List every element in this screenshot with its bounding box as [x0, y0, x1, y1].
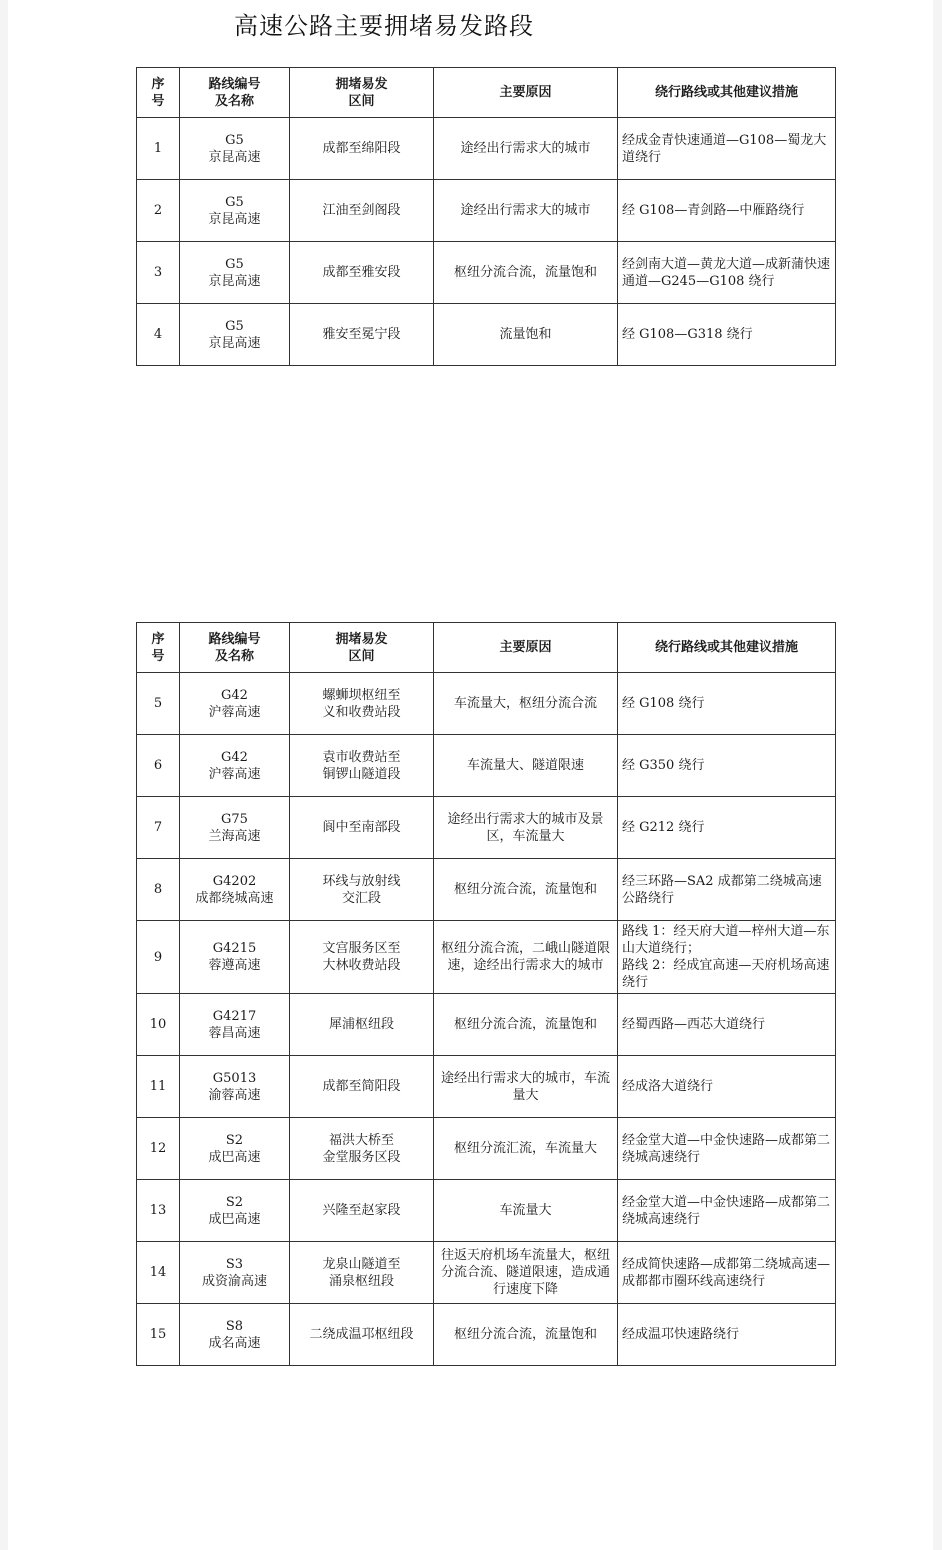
table-row — [137, 1118, 836, 1180]
header-reason: 主要原因 — [434, 623, 618, 673]
header-section: 拥堵易发 区间 — [290, 623, 434, 673]
cell-reason: 途经出行需求大的城市 — [434, 180, 618, 242]
header-section: 拥堵易发 区间 — [290, 68, 434, 118]
cell-section: 犀浦枢纽段 — [290, 994, 434, 1056]
cell-route: G42 沪蓉高速 — [180, 673, 290, 735]
cell-section: 福洪大桥至 金堂服务区段 — [290, 1118, 434, 1180]
cell-route: S3 成资渝高速 — [180, 1242, 290, 1304]
cell-detour: 经金堂大道—中金快速路—成都第二绕城高速绕行 — [618, 1118, 836, 1180]
cell-detour: 经 G108 绕行 — [618, 673, 836, 735]
cell-section: 环线与放射线 交汇段 — [290, 859, 434, 921]
cell-section: 龙泉山隧道至 涌泉枢纽段 — [290, 1242, 434, 1304]
congestion-table-1 — [136, 67, 836, 366]
table-row — [137, 921, 836, 994]
table-row — [137, 1180, 836, 1242]
cell-route: G5 京昆高速 — [180, 304, 290, 366]
cell-reason: 枢纽分流合流，流量饱和 — [434, 994, 618, 1056]
cell-route: G42 沪蓉高速 — [180, 735, 290, 797]
table-row — [137, 242, 836, 304]
cell-no: 15 — [137, 1304, 180, 1366]
header-route: 路线编号 及名称 — [180, 623, 290, 673]
cell-no: 7 — [137, 797, 180, 859]
document-page — [8, 0, 933, 1550]
cell-no: 1 — [137, 118, 180, 180]
cell-detour: 经成简快速路—成都第二绕城高速—成都都市圈环线高速绕行 — [618, 1242, 836, 1304]
cell-route: S2 成巴高速 — [180, 1180, 290, 1242]
cell-reason: 车流量大 — [434, 1180, 618, 1242]
cell-route: G5 京昆高速 — [180, 242, 290, 304]
cell-reason: 枢纽分流合流，流量饱和 — [434, 859, 618, 921]
cell-reason: 枢纽分流合流，流量饱和 — [434, 1304, 618, 1366]
cell-detour: 经 G108—青剑路—中雁路绕行 — [618, 180, 836, 242]
cell-section: 成都至简阳段 — [290, 1056, 434, 1118]
cell-route: G4215 蓉遵高速 — [180, 921, 290, 994]
header-seq: 序 号 — [137, 623, 180, 673]
cell-section: 成都至雅安段 — [290, 242, 434, 304]
cell-route: S2 成巴高速 — [180, 1118, 290, 1180]
cell-detour: 经成温邛快速路绕行 — [618, 1304, 836, 1366]
cell-reason: 枢纽分流汇流，车流量大 — [434, 1118, 618, 1180]
cell-detour: 经 G108—G318 绕行 — [618, 304, 836, 366]
cell-detour: 经剑南大道—黄龙大道—成新蒲快速通道—G245—G108 绕行 — [618, 242, 836, 304]
cell-detour: 经成洛大道绕行 — [618, 1056, 836, 1118]
table-row — [137, 1242, 836, 1304]
table-row — [137, 304, 836, 366]
table-row — [137, 735, 836, 797]
cell-no: 6 — [137, 735, 180, 797]
table-row — [137, 994, 836, 1056]
congestion-table-2 — [136, 622, 836, 1366]
cell-reason: 流量饱和 — [434, 304, 618, 366]
cell-no: 8 — [137, 859, 180, 921]
header-detour: 绕行路线或其他建议措施 — [618, 68, 836, 118]
cell-no: 10 — [137, 994, 180, 1056]
cell-detour: 经成金青快速通道—G108—蜀龙大道绕行 — [618, 118, 836, 180]
cell-detour: 经蜀西路—西芯大道绕行 — [618, 994, 836, 1056]
cell-section: 阆中至南部段 — [290, 797, 434, 859]
cell-no: 4 — [137, 304, 180, 366]
table-header-row — [137, 623, 836, 673]
cell-reason: 途经出行需求大的城市及景区，车流量大 — [434, 797, 618, 859]
table-row — [137, 673, 836, 735]
table-row — [137, 180, 836, 242]
cell-no: 2 — [137, 180, 180, 242]
header-seq: 序 号 — [137, 68, 180, 118]
cell-route: G4217 蓉昌高速 — [180, 994, 290, 1056]
cell-route: G5 京昆高速 — [180, 180, 290, 242]
cell-no: 12 — [137, 1118, 180, 1180]
header-route: 路线编号 及名称 — [180, 68, 290, 118]
cell-section: 文宫服务区至 大林收费站段 — [290, 921, 434, 994]
cell-no: 11 — [137, 1056, 180, 1118]
cell-route: G5013 渝蓉高速 — [180, 1056, 290, 1118]
cell-detour: 经 G212 绕行 — [618, 797, 836, 859]
cell-section: 江油至剑阁段 — [290, 180, 434, 242]
cell-route: S8 成名高速 — [180, 1304, 290, 1366]
cell-reason: 途经出行需求大的城市，车流量大 — [434, 1056, 618, 1118]
header-reason: 主要原因 — [434, 68, 618, 118]
table-row — [137, 797, 836, 859]
cell-section: 雅安至冕宁段 — [290, 304, 434, 366]
cell-reason: 车流量大，枢纽分流合流 — [434, 673, 618, 735]
cell-no: 5 — [137, 673, 180, 735]
table-row — [137, 1304, 836, 1366]
cell-reason: 途经出行需求大的城市 — [434, 118, 618, 180]
cell-detour: 路线 1：经天府大道—梓州大道—东山大道绕行； 路线 2：经成宜高速—天府机场高速绕行 — [618, 921, 836, 994]
cell-no: 13 — [137, 1180, 180, 1242]
cell-reason: 枢纽分流合流，二峨山隧道限速，途经出行需求大的城市 — [434, 921, 618, 994]
cell-reason: 往返天府机场车流量大，枢纽分流合流、隧道限速，造成通行速度下降 — [434, 1242, 618, 1304]
table-header-row — [137, 68, 836, 118]
table-row — [137, 1056, 836, 1118]
cell-detour: 经三环路—SA2 成都第二绕城高速公路绕行 — [618, 859, 836, 921]
cell-detour: 经金堂大道—中金快速路—成都第二绕城高速绕行 — [618, 1180, 836, 1242]
page-title: 高速公路主要拥堵易发路段 — [234, 12, 534, 40]
cell-no: 3 — [137, 242, 180, 304]
cell-no: 14 — [137, 1242, 180, 1304]
table-row — [137, 118, 836, 180]
cell-section: 兴隆至赵家段 — [290, 1180, 434, 1242]
cell-route: G5 京昆高速 — [180, 118, 290, 180]
cell-reason: 枢纽分流合流，流量饱和 — [434, 242, 618, 304]
cell-section: 二绕成温邛枢纽段 — [290, 1304, 434, 1366]
cell-route: G4202 成都绕城高速 — [180, 859, 290, 921]
cell-detour: 经 G350 绕行 — [618, 735, 836, 797]
cell-reason: 车流量大、隧道限速 — [434, 735, 618, 797]
cell-section: 成都至绵阳段 — [290, 118, 434, 180]
cell-section: 袁市收费站至 铜锣山隧道段 — [290, 735, 434, 797]
cell-route: G75 兰海高速 — [180, 797, 290, 859]
table-row — [137, 859, 836, 921]
header-detour: 绕行路线或其他建议措施 — [618, 623, 836, 673]
cell-no: 9 — [137, 921, 180, 994]
cell-section: 螺蛳坝枢纽至 义和收费站段 — [290, 673, 434, 735]
